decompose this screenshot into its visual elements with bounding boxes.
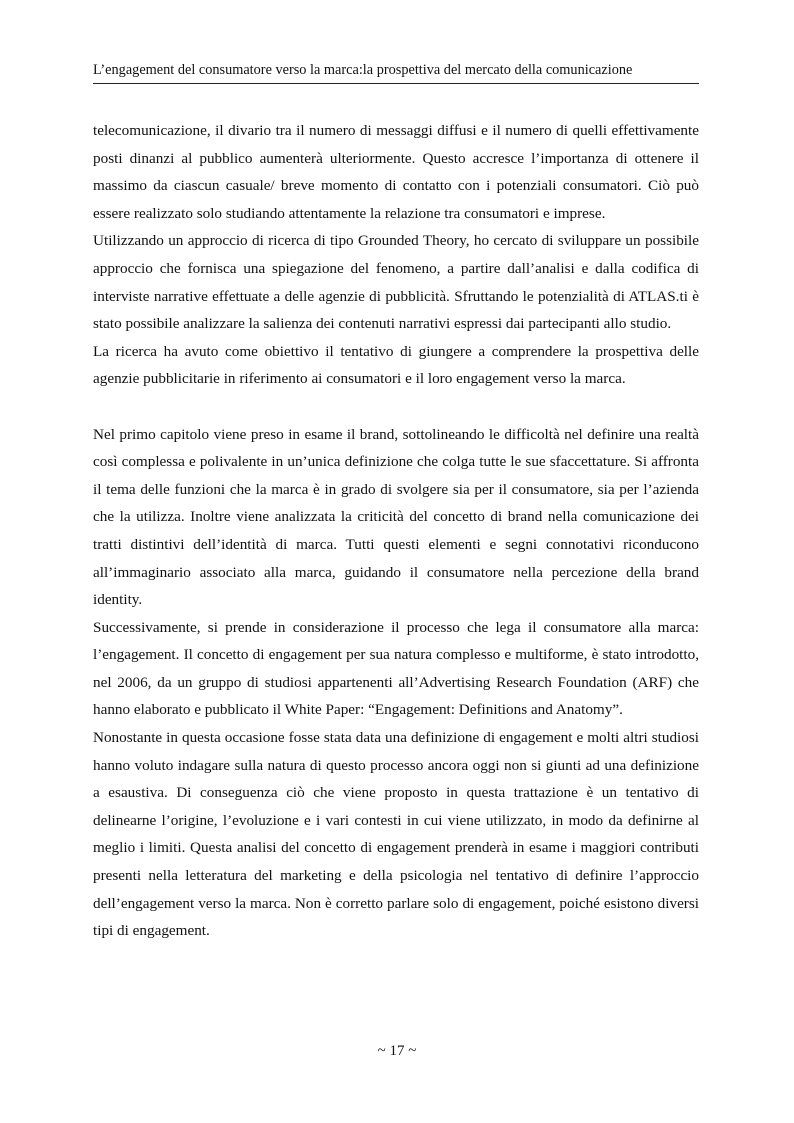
- paragraph: Nel primo capitolo viene preso in esame il brand, sottolineando le difficoltà nel definire una realtà così complessa e polivalente in un’unica definizione che colga tutte le sue sfaccettature. Si affronta il tema delle funzioni che la marca è in grado di svolgere sia per il consumatore, sia per l’azienda che la utilizza. Inoltre viene analizzata la criticità del concetto di brand nella comunicazione dei tratti distintivi dell’identità di marca. Tutti questi elementi e segni connotativi riconducono all’immaginario associato alla marca, guidando il consumatore nella percezione della brand identity.: [93, 425, 699, 609]
- paragraph: Successivamente, si prende in considerazione il processo che lega il consumatore alla marca: l’engagement. Il concetto di engagement per sua natura complesso e multiforme, è stato introdotto, nel 2006, da un gruppo di studiosi appartenenti all’Advertising Research Foundation (ARF) che hanno elaborato e pubblicato il White Paper: “Engagement: Definitions and Anatomy”.: [93, 618, 699, 719]
- body-text: [93, 117, 699, 945]
- paragraph: Nonostante in questa occasione fosse stata data una definizione di engagement e molti altri studiosi hanno voluto indagare sulla natura di questo processo ancora oggi non si giunti ad una definizione a esaustiva. Di conseguenza ciò che viene proposto in questa trattazione è un tentativo di delinearne l’origine, l’evoluzione e i vari contesti in cui viene utilizzato, in modo da definirne al meglio i limiti. Questa analisi del concetto di engagement prenderà in esame i maggiori contributi presenti nella letteratura del marketing e della psicologia nel tentativo di definire l’approccio dell’engagement verso la marca. Non è corretto parlare solo di engagement, poiché esistono diversi tipi di engagement.: [93, 729, 699, 940]
- paragraph: La ricerca ha avuto come obiettivo il tentativo di giungere a comprendere la prospettiva delle agenzie pubblicitarie in riferimento ai consumatori e il loro engagement verso la marca.: [93, 342, 699, 388]
- page-number: ~ 17 ~: [377, 1043, 417, 1059]
- paragraph: telecomunicazione, il divario tra il numero di messaggi diffusi e il numero di quelli effettivamente posti dinanzi al pubblico aumenterà ulteriormente. Questo accresce l’importanza di ottenere il massimo da ciascun casuale/ breve momento di contatto con i potenziali consumatori. Ciò può essere realizzato solo studiando attentamente la relazione tra consumatori e imprese.: [93, 122, 699, 222]
- header-divider: [93, 83, 699, 84]
- running-header: L’engagement del consumatore verso la marca:la prospettiva del mercato della comunicazione: [93, 62, 633, 78]
- paragraph: Utilizzando un approccio di ricerca di tipo Grounded Theory, ho cercato di sviluppare un possibile approccio che fornisca una spiegazione del fenomeno, a partire dall’analisi e dalla codifica di interviste narrative effettuate a delle agenzie di pubblicità. Sfruttando le potenzialità di ATLAS.ti è stato possibile analizzare la salienza dei contenuti narrativi espressi dai partecipanti allo studio.: [93, 232, 699, 333]
